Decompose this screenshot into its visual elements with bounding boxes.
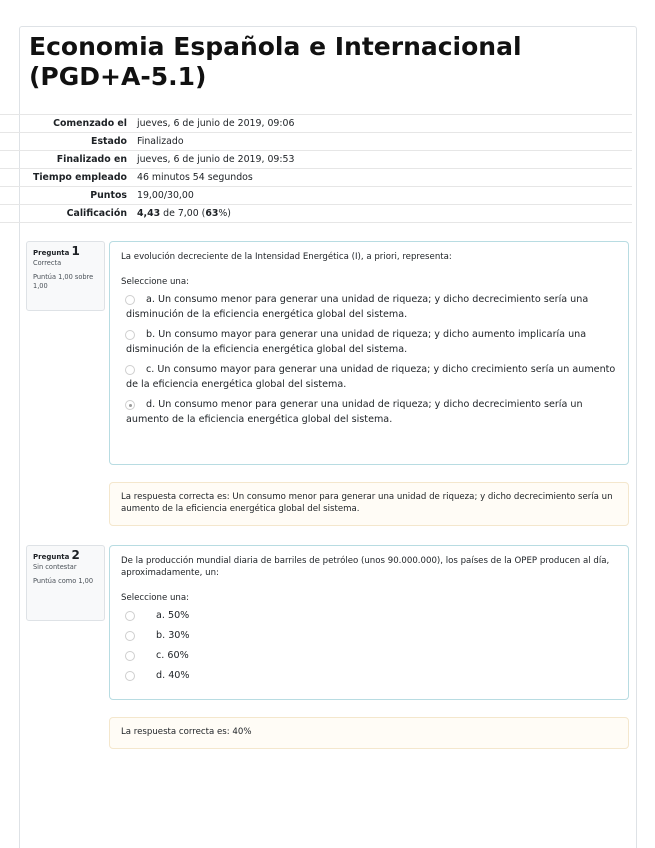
question-1-feedback: La respuesta correcta es: Un consumo menor para generar una unidad de riqueza; y dicho decrecimiento sería un aumento de la eficiencia energética global del sistema. [109,482,629,526]
summary-value: Finalizado [134,133,632,151]
summary-value: 46 minutos 54 segundos [134,169,632,187]
radio-button[interactable] [125,365,135,375]
answer-text[interactable]: c. Un consumo mayor para generar una unidad de riqueza; y dicho crecimiento sería un aumento de la eficiencia energética global del sistema. [126,364,616,390]
summary-row-points [0,187,632,205]
answer-option[interactable] [121,668,616,683]
page-title: Economia Española e Internacional (PGD+A-5.1) [29,32,522,91]
question-grade: Puntúa como 1,00 [33,577,94,585]
summary-label: Puntos [0,187,134,205]
summary-row-finished [0,151,632,169]
radio-button[interactable] [125,651,135,661]
attempt-summary-table [0,114,632,223]
answer-text[interactable]: b. 30% [156,630,190,641]
question-2-feedback: La respuesta correcta es: 40% [109,717,629,749]
summary-row-state [0,133,632,151]
radio-button-selected[interactable] [125,400,135,410]
answer-option[interactable] [121,292,616,322]
summary-value: 19,00/30,00 [134,187,632,205]
radio-button[interactable] [125,611,135,621]
select-prompt: Seleccione una: [121,277,190,287]
answer-text[interactable]: b. Un consumo mayor para generar una unidad de riqueza; y dicho aumento implicaría una disminución de la eficiencia energética global del sistema. [126,329,587,355]
question-label: Pregunta [33,553,70,561]
answer-option[interactable] [121,628,616,643]
question-state: Correcta [33,259,62,267]
answer-text[interactable]: d. 40% [156,670,190,681]
grade-percent: 63 [205,208,219,219]
question-number: 1 [71,244,80,258]
summary-label: Calificación [0,205,134,223]
summary-row-time-taken [0,169,632,187]
summary-label: Tiempo empleado [0,169,134,187]
summary-row-started [0,115,632,133]
question-1-info [26,241,105,311]
answer-option[interactable] [121,362,616,392]
answer-option[interactable] [121,608,616,623]
radio-button[interactable] [125,671,135,681]
question-2-info [26,545,105,621]
answer-text[interactable]: d. Un consumo menor para generar una unidad de riqueza; y dicho decrecimiento sería un aumento de la eficiencia energética global del sistema. [126,399,583,425]
question-1-formulation [109,241,629,465]
answer-text[interactable]: a. Un consumo menor para generar una unidad de riqueza; y dicho decrecimiento sería una disminución de la eficiencia energética global del sistema. [126,294,589,320]
summary-label: Finalizado en [0,151,134,169]
question-number: 2 [71,548,80,562]
summary-value [134,205,632,223]
select-prompt: Seleccione una: [121,593,190,603]
grade-close: %) [218,208,231,219]
answer-option[interactable] [121,648,616,663]
grade-value: 4,43 [137,208,161,219]
question-text: La evolución decreciente de la Intensidad Energética (I), a priori, representa: [121,252,452,262]
summary-row-grade [0,205,632,223]
summary-label: Comenzado el [0,115,134,133]
radio-button[interactable] [125,295,135,305]
answer-text[interactable]: a. 50% [156,610,190,621]
radio-button[interactable] [125,330,135,340]
answer-option[interactable] [121,327,616,357]
answer-text[interactable]: c. 60% [156,650,189,661]
summary-label: Estado [0,133,134,151]
answer-option[interactable] [121,397,616,427]
question-2-formulation [109,545,629,700]
summary-value: jueves, 6 de junio de 2019, 09:06 [134,115,632,133]
radio-button[interactable] [125,631,135,641]
question-label: Pregunta [33,249,70,257]
grade-max: de 7,00 ( [160,208,206,219]
question-state: Sin contestar [33,563,77,571]
question-text: De la producción mundial diaria de barriles de petróleo (unos 90.000.000), los países de la OPEP producen al día, aproximadamente, un: [121,556,610,578]
question-grade: Puntúa 1,00 sobre 1,00 [33,273,94,290]
summary-value: jueves, 6 de junio de 2019, 09:53 [134,151,632,169]
